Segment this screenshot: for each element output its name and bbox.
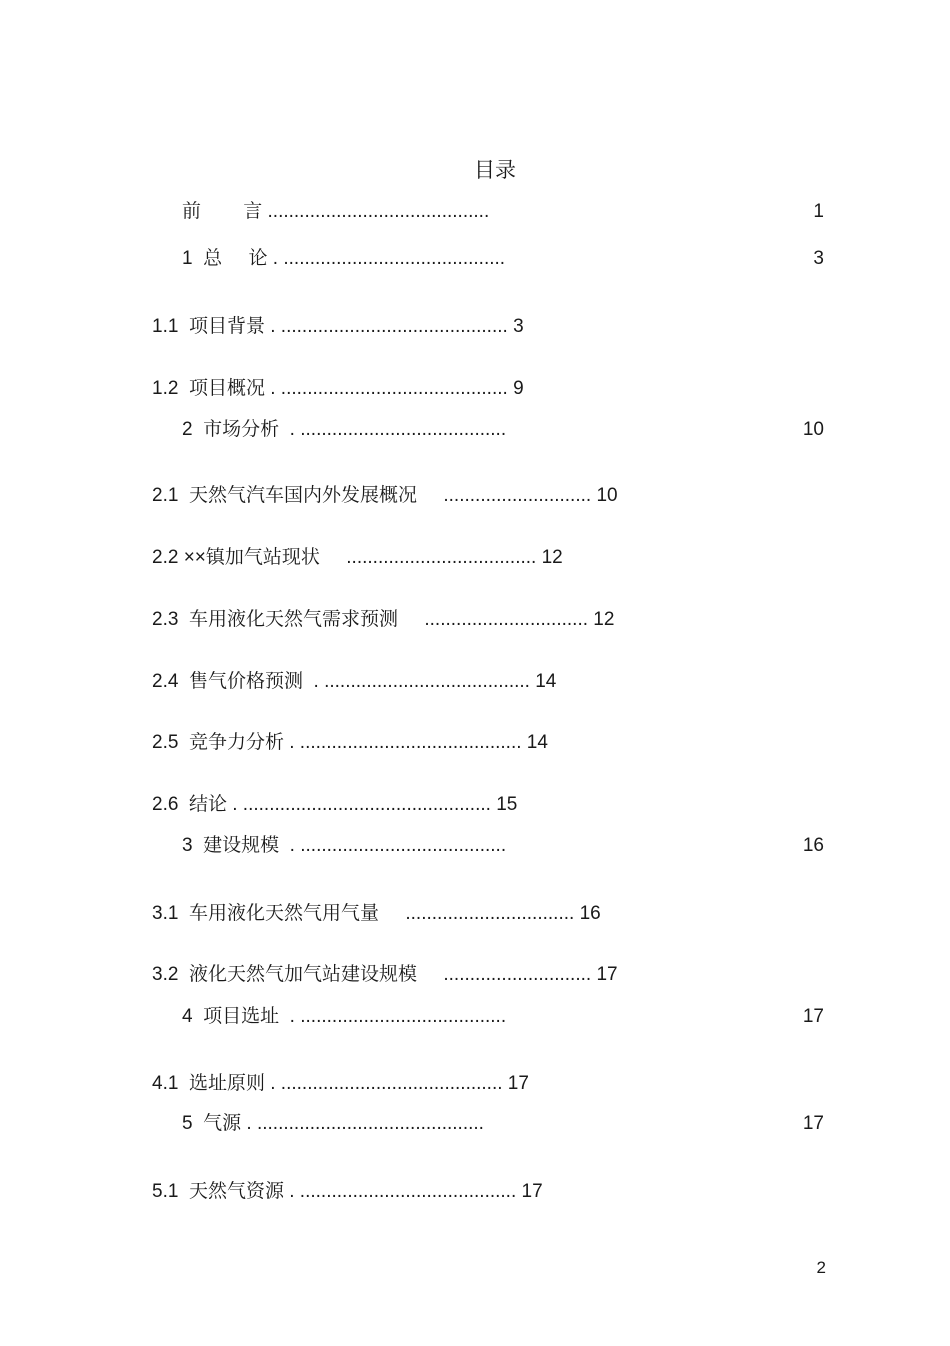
toc-page-number: 17: [802, 1006, 824, 1027]
toc-page-number: 1: [813, 201, 824, 222]
toc-entry-2-3[interactable]: 2.3 车用液化天然气需求预测 ............................... 12: [152, 609, 615, 630]
toc-entry-2-1[interactable]: 2.1 天然气汽车国内外发展概况 ............................ 10: [152, 485, 618, 506]
toc-page-number: 3: [813, 248, 824, 269]
toc-entry-chapter-1[interactable]: 1 总 论 . ..........................................: [182, 248, 506, 269]
toc-entry-3-2[interactable]: 3.2 液化天然气加气站建设规模 ............................ 17: [152, 964, 618, 985]
toc-entry-2-2[interactable]: 2.2 ××镇加气站现状 .................................... 12: [152, 547, 563, 568]
toc-entry-chapter-3[interactable]: 3 建设规模 . .......................................: [182, 835, 507, 856]
toc-page-number: 16: [802, 835, 824, 856]
toc-entry-chapter-5[interactable]: 5 气源 . ...........................................: [182, 1113, 484, 1134]
toc-entry-2-6[interactable]: 2.6 结论 . ............................................... 15: [152, 794, 518, 815]
toc-entry-preface[interactable]: 前 言 ..........................................: [182, 201, 490, 222]
toc-entry-1-1[interactable]: 1.1 项目背景 . ........................................... 3: [152, 316, 524, 337]
page-number-footer: 2: [816, 1258, 826, 1277]
toc-entry-chapter-4[interactable]: 4 项目选址 . .......................................: [182, 1006, 507, 1027]
toc-entry-2-4[interactable]: 2.4 售气价格预测 . ....................................... 14: [152, 671, 557, 692]
toc-entry-chapter-2[interactable]: 2 市场分析 . .......................................: [182, 419, 507, 440]
toc-page-number: 17: [802, 1113, 824, 1134]
toc-page-number: 10: [802, 419, 824, 440]
toc-entry-4-1[interactable]: 4.1 选址原则 . .......................................... 17: [152, 1073, 529, 1094]
toc-entry-2-5[interactable]: 2.5 竞争力分析 . .......................................... 14: [152, 732, 548, 753]
toc-entry-1-2[interactable]: 1.2 项目概况 . ........................................... 9: [152, 378, 524, 399]
toc-title: 目录: [474, 159, 516, 182]
toc-entry-3-1[interactable]: 3.1 车用液化天然气用气量 ................................ 16: [152, 903, 601, 924]
toc-entry-5-1[interactable]: 5.1 天然气资源 . ......................................... 17: [152, 1181, 543, 1202]
